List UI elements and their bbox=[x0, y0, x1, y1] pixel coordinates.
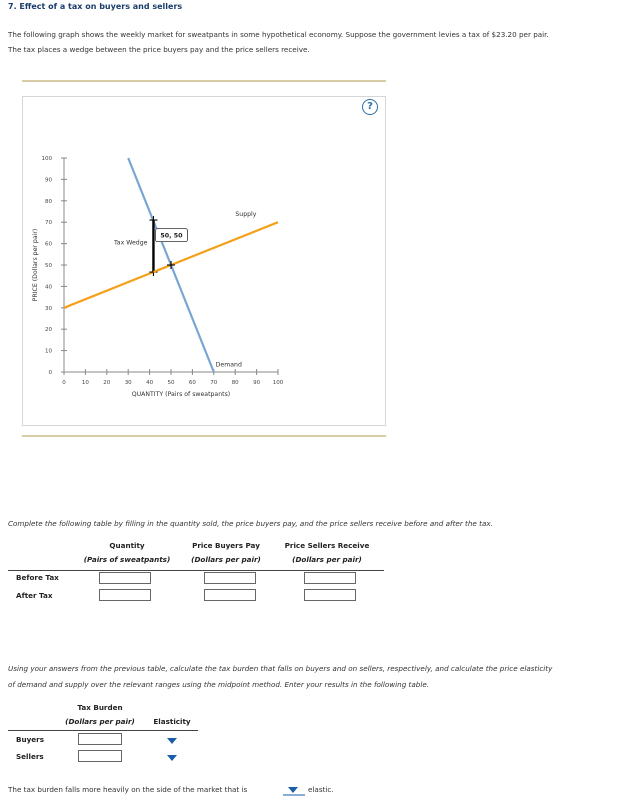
row-buyers-label: Buyers bbox=[16, 735, 44, 744]
buyers-tax-burden-input[interactable] bbox=[78, 733, 122, 745]
y-axis-label: PRICE (Dollars per pair) bbox=[32, 228, 39, 302]
final-sentence-suffix: elastic. bbox=[308, 785, 334, 794]
before-tax-quantity-input[interactable] bbox=[99, 572, 151, 584]
table2-header-rule bbox=[8, 730, 198, 731]
col-sellers-price-title: Price Sellers Receive bbox=[284, 541, 370, 550]
x-tick-label: 30 bbox=[124, 380, 132, 386]
x-tick-label: 100 bbox=[272, 380, 284, 386]
x-axis-label: QUANTITY (Pairs of sweatpants) bbox=[131, 391, 231, 398]
col-quantity-unit: (Pairs of sweatpants) bbox=[83, 555, 171, 564]
col-tax-burden-unit: (Dollars per pair) bbox=[65, 717, 135, 726]
equilibrium-tooltip-label: 50, 50 bbox=[160, 232, 183, 240]
intro-line-1: The following graph shows the weekly market for sweatpants in some hypothetical economy. Suppose the government levies a tax of $23.20 per pair. bbox=[8, 30, 549, 39]
buyers-elasticity-dropdown-icon[interactable] bbox=[165, 736, 179, 746]
after-tax-sellers-price-input[interactable] bbox=[304, 589, 356, 601]
x-tick-label: 20 bbox=[103, 380, 111, 386]
x-tick-label: 10 bbox=[81, 380, 89, 386]
col-buyers-price-title: Price Buyers Pay bbox=[192, 541, 260, 550]
table2-instructions-line-1: Using your answers from the previous table, calculate the tax burden that falls on buyers and on sellers, respectively, and calculate the price elasticity bbox=[8, 664, 553, 673]
y-tick-label: 40 bbox=[45, 284, 52, 291]
y-tick-label: 30 bbox=[45, 305, 52, 312]
x-tick-label: 50 bbox=[167, 380, 175, 386]
before-tax-sellers-price-input[interactable] bbox=[304, 572, 356, 584]
x-tick-label: 80 bbox=[231, 380, 239, 386]
x-tick-label: 90 bbox=[253, 380, 261, 386]
row-sellers-label: Sellers bbox=[16, 752, 44, 761]
y-tick-label: 60 bbox=[45, 241, 52, 248]
table2-col-elasticity bbox=[148, 715, 196, 729]
table1-col-sellers-price bbox=[274, 539, 380, 567]
y-tick-label: 50 bbox=[45, 263, 52, 269]
sellers-tax-burden-input[interactable] bbox=[78, 750, 122, 762]
supply-label: Supply bbox=[235, 210, 257, 218]
after-tax-buyers-price-input[interactable] bbox=[204, 589, 256, 601]
before-tax-buyers-price-input[interactable] bbox=[204, 572, 256, 584]
after-tax-quantity-input[interactable] bbox=[99, 589, 151, 601]
col-buyers-price-unit: (Dollars per pair) bbox=[191, 555, 261, 564]
y-tick-label: 10 bbox=[45, 348, 52, 355]
table1-instructions: Complete the following table by filling in the quantity sold, the price buyers pay, and the price sellers receive before and after the tax. bbox=[8, 519, 493, 528]
y-tick-label: 100 bbox=[41, 156, 52, 162]
col-quantity-title: Quantity bbox=[109, 541, 145, 550]
demand-label: Demand bbox=[215, 361, 242, 369]
y-tick-label: 70 bbox=[45, 220, 52, 227]
bottom-divider bbox=[22, 435, 386, 437]
row-before-tax-label: Before Tax bbox=[16, 573, 59, 582]
table1-header-rule bbox=[8, 570, 384, 571]
intro-line-2: The tax places a wedge between the price buyers pay and the price sellers receive. bbox=[8, 45, 310, 54]
help-icon[interactable]: ? bbox=[362, 99, 378, 115]
col-sellers-price-unit: (Dollars per pair) bbox=[292, 555, 362, 564]
table1-col-quantity bbox=[72, 539, 182, 567]
col-tax-burden-title: Tax Burden bbox=[77, 703, 123, 712]
y-tick-label: 0 bbox=[48, 370, 52, 376]
table1-col-buyers-price bbox=[180, 539, 272, 567]
x-tick-label: 0 bbox=[62, 380, 66, 386]
table2-instructions bbox=[8, 661, 620, 693]
y-tick-label: 20 bbox=[45, 327, 52, 334]
y-tick-label: 90 bbox=[45, 177, 52, 184]
x-tick-label: 40 bbox=[146, 380, 154, 386]
row-after-tax-label: After Tax bbox=[16, 591, 53, 600]
y-tick-label: 80 bbox=[45, 198, 52, 205]
question-title: 7. Effect of a tax on buyers and sellers bbox=[8, 2, 183, 11]
sellers-elasticity-dropdown-icon[interactable] bbox=[165, 753, 179, 763]
final-elasticity-dropdown-icon[interactable] bbox=[283, 786, 305, 796]
final-sentence-prefix: The tax burden falls more heavily on the side of the market that is bbox=[8, 785, 248, 794]
table2-instructions-line-2: of demand and supply over the relevant ranges using the midpoint method. Enter your results in the following table. bbox=[8, 680, 430, 689]
tax-wedge-label: Tax Wedge bbox=[114, 239, 148, 247]
table2-col-tax-burden bbox=[58, 701, 142, 729]
col-elasticity-title: Elasticity bbox=[153, 717, 191, 726]
x-tick-label: 60 bbox=[188, 380, 196, 386]
x-tick-label: 70 bbox=[210, 380, 218, 386]
